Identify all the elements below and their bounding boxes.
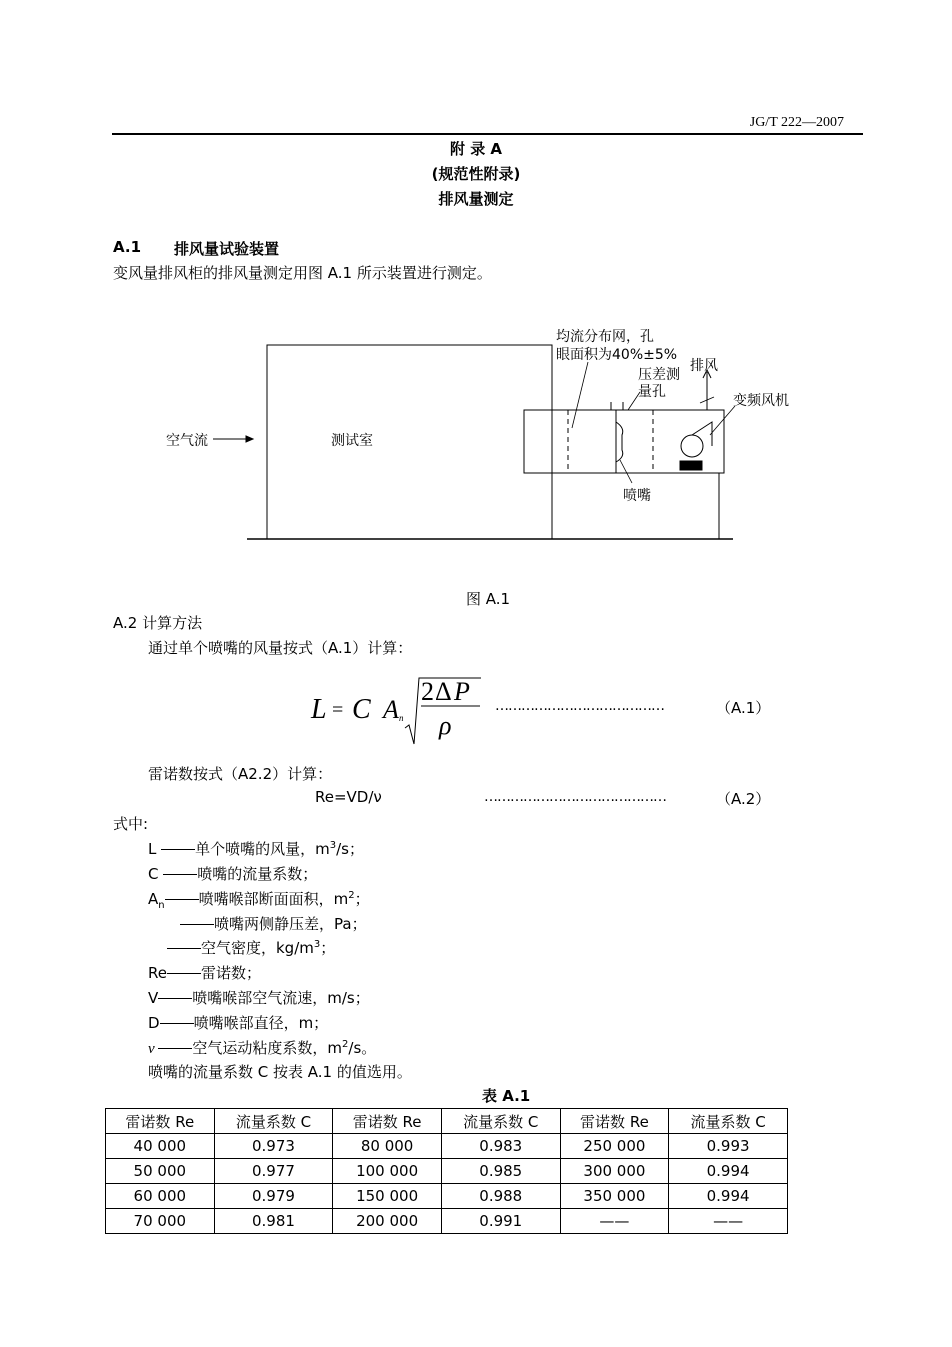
- equation-a1-tag: （A.1）: [716, 699, 771, 717]
- table-cell: 0.973: [214, 1134, 333, 1159]
- svg-text:P: P: [454, 677, 470, 706]
- standard-code: JG/T 222—2007: [749, 115, 844, 130]
- table-cell: 60 000: [106, 1184, 215, 1209]
- table-cell: 0.988: [441, 1184, 560, 1209]
- table-cell: 0.977: [214, 1159, 333, 1184]
- table-header-cell: 流量系数 C: [441, 1109, 560, 1134]
- fan-motor: [680, 461, 702, 470]
- section-a2-heading: A.2 计算方法: [113, 614, 203, 632]
- label-mesh-1: 均流分布网，孔: [556, 329, 654, 345]
- table-row: [106, 1134, 788, 1159]
- appendix-title: 附 录 A: [449, 140, 503, 158]
- table-row: [106, 1184, 788, 1209]
- label-test-room: 测试室: [331, 433, 373, 449]
- table-cell: 250 000: [560, 1134, 669, 1159]
- table-cell: 0.994: [669, 1159, 788, 1184]
- table-cell: 70 000: [106, 1209, 215, 1234]
- label-fan: 变频风机: [733, 393, 789, 409]
- label-pressure-2: 量孔: [638, 384, 666, 400]
- equation-a2: Re=VD/ν: [315, 788, 382, 806]
- test-room-box: [267, 345, 552, 539]
- table-cell: 0.985: [441, 1159, 560, 1184]
- coefficient-table: [105, 1108, 788, 1234]
- reynolds-intro: 雷诺数按式（A2.2）计算：: [148, 765, 333, 783]
- definition-item: 喷嘴两侧静压差，Pa；: [180, 913, 367, 934]
- table-cell: 200 000: [333, 1209, 442, 1234]
- definition-item: C 喷嘴的流量系数；: [148, 865, 318, 883]
- label-mesh-2: 眼面积为40%±5%: [556, 347, 678, 363]
- table-header-cell: 雷诺数 Re: [560, 1109, 669, 1134]
- svg-text:A: A: [383, 695, 399, 724]
- table-cell: ——: [669, 1209, 788, 1234]
- equation-a1: [305, 672, 495, 750]
- appendix-subject: 排风量测定: [438, 190, 514, 208]
- table-header-cell: 雷诺数 Re: [333, 1109, 442, 1134]
- table-cell: 0.983: [441, 1134, 560, 1159]
- section-a1-number: A.1: [113, 238, 142, 256]
- selection-note: 喷嘴的流量系数 C 按表 A.1 的值选用。: [148, 1063, 412, 1081]
- table-cell: 40 000: [106, 1134, 215, 1159]
- table-cell: 0.981: [214, 1209, 333, 1234]
- label-pressure-1: 压差测: [638, 367, 680, 383]
- table-cell: 150 000: [333, 1184, 442, 1209]
- svg-text:n: n: [399, 713, 404, 723]
- table-cell: 0.993: [669, 1134, 788, 1159]
- table-header-cell: 流量系数 C: [669, 1109, 788, 1134]
- equation-a2-leader: ……………………………………: [484, 789, 666, 805]
- appendix-subtitle: (规范性附录): [431, 165, 521, 183]
- label-exhaust: 排风: [690, 358, 718, 374]
- section-a1-text: 变风量排风柜的排风量测定用图 A.1 所示装置进行测定。: [113, 264, 492, 282]
- svg-text:ρ: ρ: [439, 711, 452, 740]
- table-title: 表 A.1: [482, 1087, 531, 1105]
- table-header-cell: 流量系数 C: [214, 1109, 333, 1134]
- equation-a1-leader: …………………………………: [495, 698, 664, 714]
- definition-item: V 喷嘴喉部空气流速，m/s；: [148, 989, 370, 1007]
- section-a1-title: 排风量试验装置: [174, 240, 280, 258]
- test-apparatus-diagram: [0, 300, 952, 550]
- definition-item: L 单个喷嘴的风量，$m^3/s$；: [148, 840, 364, 858]
- definition-item: ν 空气运动粘度系数，$m^2/s$。: [148, 1039, 377, 1057]
- definition-item: Re 雷诺数；: [148, 964, 261, 982]
- equation-a2-tag: （A.2）: [716, 790, 771, 808]
- table-cell: 300 000: [560, 1159, 669, 1184]
- definition-item: $A_n$ 喷嘴喉部断面面积，$m^2$；: [148, 890, 370, 911]
- svg-text:2: 2: [421, 677, 434, 706]
- definition-item: 空气密度，$kg/m^3$；: [167, 937, 335, 958]
- header-rule: [112, 133, 863, 135]
- figure-caption: 图 A.1: [466, 590, 511, 608]
- table-header-row: [106, 1109, 788, 1134]
- table-cell: 0.994: [669, 1184, 788, 1209]
- table-cell: 0.979: [214, 1184, 333, 1209]
- table-cell: 350 000: [560, 1184, 669, 1209]
- svg-text:Δ: Δ: [435, 677, 452, 706]
- fan-icon: [681, 435, 703, 457]
- svg-text:C: C: [352, 694, 371, 725]
- definition-item: D 喷嘴喉部直径，m；: [148, 1014, 329, 1032]
- table-cell: 80 000: [333, 1134, 442, 1159]
- table-row: [106, 1209, 788, 1234]
- svg-text:=: =: [332, 699, 344, 721]
- section-a2-intro: 通过单个喷嘴的风量按式（A.1）计算：: [148, 639, 413, 657]
- label-air-flow: 空气流: [166, 433, 208, 449]
- label-nozzle: 喷嘴: [623, 488, 651, 504]
- table-cell: 50 000: [106, 1159, 215, 1184]
- table-row: [106, 1159, 788, 1184]
- table-header-cell: 雷诺数 Re: [106, 1109, 215, 1134]
- table-cell: 0.991: [441, 1209, 560, 1234]
- where-label: 式中:: [113, 815, 149, 833]
- table-cell: ——: [560, 1209, 669, 1234]
- svg-text:L: L: [311, 694, 327, 725]
- table-cell: 100 000: [333, 1159, 442, 1184]
